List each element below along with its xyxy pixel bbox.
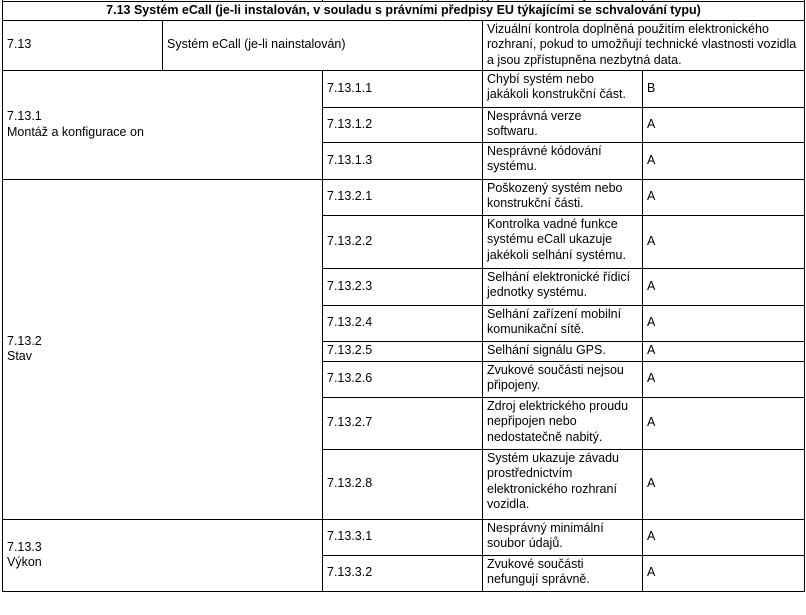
- item-defect: Nesprávná verze softwaru.: [483, 107, 643, 142]
- item-code: 7.13.2.1: [323, 179, 483, 215]
- item-rating: A: [643, 179, 805, 215]
- item-code: 7.13.2.7: [323, 397, 483, 449]
- item-rating: A: [643, 142, 805, 179]
- group-label-cell: [3, 519, 323, 591]
- group-title: Výkon: [7, 555, 42, 569]
- group-title: Stav: [7, 349, 33, 363]
- header-subject: Systém eCall (je-li nainstalován): [163, 20, 483, 70]
- item-rating: A: [643, 449, 805, 519]
- item-rating: A: [643, 341, 805, 361]
- section-title: 7.13 Systém eCall (je-li instalován, v souladu s právními předpisy EU týkajícími se schvalování typu): [3, 2, 805, 21]
- item-rating: A: [643, 361, 805, 397]
- group-label-cell: [3, 70, 323, 179]
- item-code: 7.13.1.3: [323, 142, 483, 179]
- header-method: Vizuální kontrola doplněná použitím elektronického rozhraní, pokud to umožňují technické vlastnosti vozidla a jsou zpřístupněna nezbytná data.: [483, 20, 805, 70]
- item-defect: Selhání elektronické řídicí jednotky systému.: [483, 268, 643, 305]
- item-rating: A: [643, 305, 805, 341]
- item-defect: Kontrolka vadné funkce systému eCall ukazuje jakékoli selhání systému.: [483, 215, 643, 268]
- table-row: [3, 519, 805, 555]
- group-title: Montáž a konfigurace on: [7, 124, 144, 139]
- item-code: 7.13.2.5: [323, 341, 483, 361]
- table-row: [3, 70, 805, 107]
- item-rating: A: [643, 555, 805, 591]
- item-rating: A: [643, 268, 805, 305]
- item-code: 7.13.1.2: [323, 107, 483, 142]
- groups-body: [3, 70, 805, 591]
- item-defect: Chybí systém nebo jakákoli konstrukční část.: [483, 70, 643, 107]
- item-code: 7.13.2.3: [323, 268, 483, 305]
- item-code: 7.13.2.4: [323, 305, 483, 341]
- item-code: 7.13.1.1: [323, 70, 483, 107]
- group-number: 7.13.1: [7, 109, 42, 123]
- item-defect: Zdroj elektrického proudu nepřipojen nebo nedostatečně nabitý.: [483, 397, 643, 449]
- item-rating: A: [643, 107, 805, 142]
- group-number: 7.13.2: [7, 333, 42, 348]
- item-defect: Nesprávný minimální soubor údajů.: [483, 519, 643, 555]
- inspection-table: [2, 0, 805, 592]
- item-code: 7.13.2.2: [323, 215, 483, 268]
- item-code: 7.13.2.6: [323, 361, 483, 397]
- item-code: 7.13.3.1: [323, 519, 483, 555]
- item-rating: B: [643, 70, 805, 107]
- item-rating: A: [643, 397, 805, 449]
- item-defect: Selhání zařízení mobilní komunikační sítě.: [483, 305, 643, 341]
- item-code: 7.13.2.8: [323, 449, 483, 519]
- item-rating: A: [643, 519, 805, 555]
- section-title-row: [3, 2, 805, 21]
- item-defect: Poškozený systém nebo konstrukční části.: [483, 179, 643, 215]
- header-row: [3, 20, 805, 70]
- header-number: 7.13: [3, 20, 163, 70]
- item-code: 7.13.3.2: [323, 555, 483, 591]
- item-defect: Nesprávné kódování systému.: [483, 142, 643, 179]
- document-page: [2, 0, 804, 592]
- table-row: [3, 179, 805, 215]
- item-defect: Systém ukazuje závadu prostřednictvím elektronického rozhraní vozidla.: [483, 449, 643, 519]
- group-number: 7.13.3: [7, 539, 42, 554]
- item-rating: A: [643, 215, 805, 268]
- item-defect: Zvukové součásti nejsou připojeny.: [483, 361, 643, 397]
- item-defect: Selhání signálu GPS.: [483, 341, 643, 361]
- group-label-cell: [3, 179, 323, 519]
- item-defect: Zvukové součásti nefungují správně.: [483, 555, 643, 591]
